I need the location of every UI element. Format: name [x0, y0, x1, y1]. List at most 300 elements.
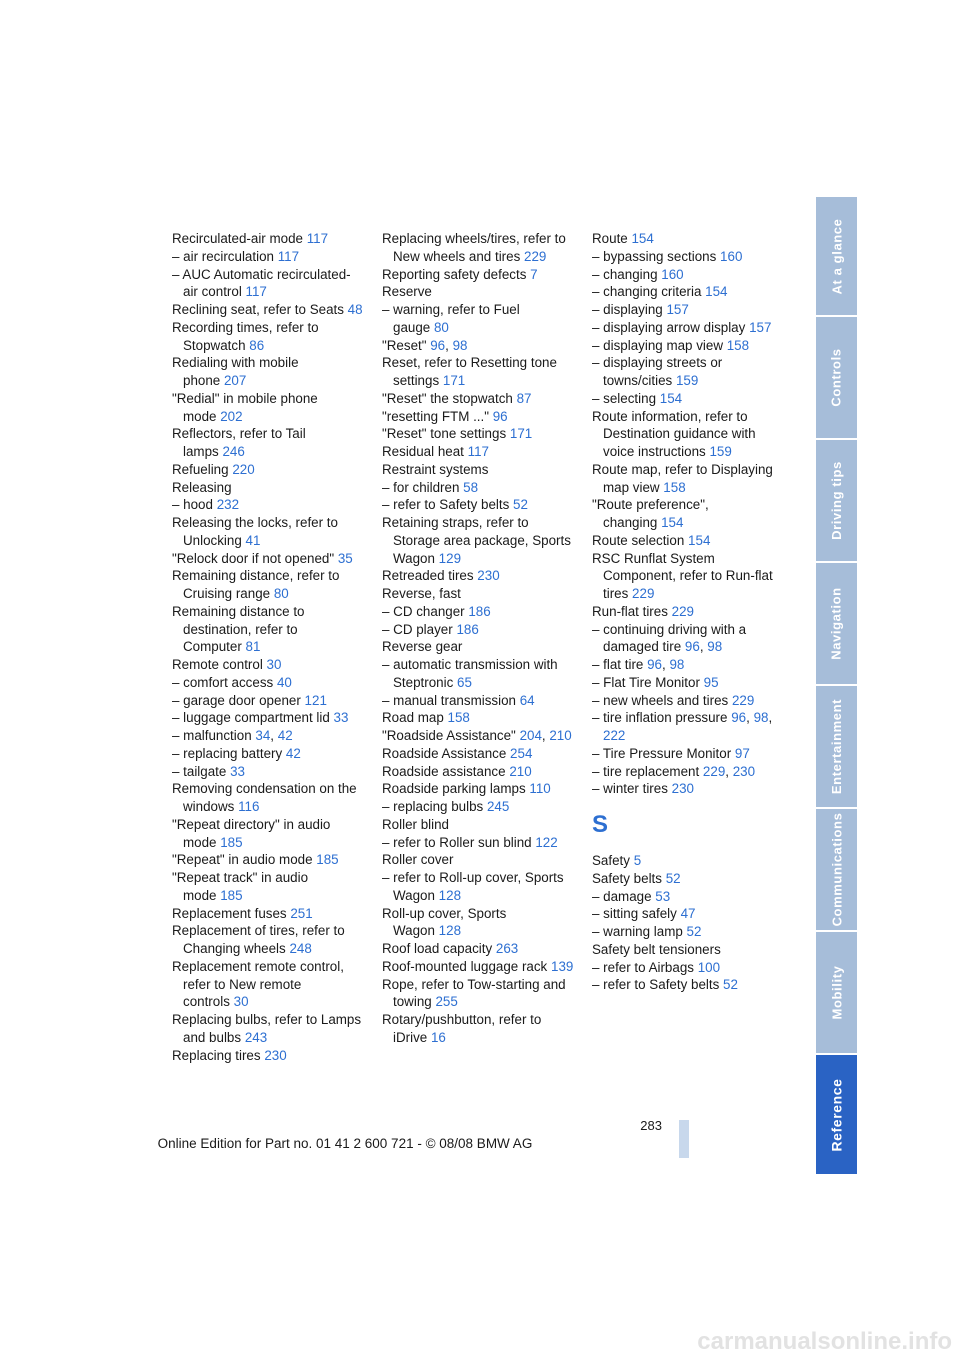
page-reference-link[interactable]: 160 [661, 266, 684, 282]
index-entry-text: Safety [592, 853, 630, 868]
index-entry-text: Roller cover [382, 852, 454, 868]
page-reference-link[interactable]: 158 [663, 479, 686, 495]
index-entry [382, 621, 574, 639]
index-entry [382, 976, 574, 1012]
index-entry [382, 266, 574, 284]
page-reference-link[interactable]: 139 [551, 958, 574, 974]
page-reference-link[interactable]: 154 [688, 532, 711, 548]
index-entry-text: Remote control [172, 657, 263, 672]
index-entry-text: "resetting FTM ..." [382, 408, 489, 424]
index-entry-text: – Tire Pressure Monitor [592, 745, 732, 761]
index-entry [172, 958, 364, 1011]
page-reference-link[interactable]: 58 [463, 479, 479, 495]
index-entry [592, 532, 784, 550]
page-reference-link[interactable]: 81 [245, 639, 261, 655]
index-entry-text: "Relock door if not opened" [172, 550, 335, 566]
page-reference-link[interactable]: 210 [549, 728, 572, 743]
index-entry [592, 390, 784, 408]
page-reference-link[interactable]: 86 [249, 337, 265, 353]
page-reference-link[interactable]: 207 [223, 373, 247, 388]
page-reference-link[interactable]: 248 [289, 941, 312, 956]
index-entry-text: Reverse, fast [382, 586, 461, 601]
page-reference-link[interactable]: 185 [316, 852, 339, 868]
index-entry [172, 425, 364, 461]
index-entry [172, 550, 364, 568]
index-column-2 [382, 230, 574, 1047]
page-reference-link[interactable]: 117 [467, 444, 489, 459]
page-reference-link[interactable]: 229 [731, 692, 755, 708]
page-reference-link[interactable]: 154 [661, 515, 684, 530]
index-entry: "Reset" 96, 98 [382, 337, 468, 353]
index-entry-text: Replacing tires [172, 1047, 261, 1063]
page-reference-link[interactable]: 52 [665, 870, 681, 886]
page-reference-link[interactable]: 65 [457, 674, 472, 690]
index-entry-text: Roadside parking lamps [382, 781, 526, 797]
page-reference-link[interactable]: 117 [277, 248, 300, 264]
page-reference-link[interactable]: 220 [232, 461, 255, 477]
section-tab-label: Driving tips [829, 461, 844, 540]
page-reference-link[interactable]: 128 [438, 887, 462, 903]
index-entry-text: Reflectors, refer to Tail lamps [172, 426, 306, 459]
index-entry-text: Roof load capacity [382, 941, 493, 956]
index-entry-text: – displaying map view [592, 337, 723, 353]
index-entry-text: – Flat Tire Monitor [592, 674, 700, 690]
page-reference-link[interactable]: 254 [510, 745, 533, 761]
section-tab-communications[interactable] [816, 809, 857, 930]
index-entry [172, 763, 364, 781]
page-reference-link[interactable]: 154 [705, 284, 728, 300]
page-reference-link[interactable]: 98 [707, 639, 723, 655]
page-number: 283 [640, 1118, 662, 1133]
index-entry [382, 585, 574, 603]
index-entry-text: – hood [172, 497, 213, 513]
page-reference-link[interactable]: 243 [244, 1029, 268, 1045]
index-entry [382, 567, 574, 585]
page-reference-link[interactable]: 33 [230, 763, 245, 779]
index-entry [382, 425, 574, 443]
index-entry [172, 922, 364, 958]
index-entry [382, 390, 574, 408]
index-entry-text: – refer to Airbags [592, 959, 694, 975]
index-entry-text: Replacement of tires, refer to Changing wheels [172, 923, 345, 956]
page-reference-link[interactable]: 186 [468, 603, 491, 619]
index-entry-text: Reverse gear [382, 639, 463, 655]
index-entry-text: – displaying [592, 302, 663, 317]
index-entry [382, 692, 574, 710]
index-entry-text: Reserve [382, 284, 432, 300]
index-entry-text: Route information, refer to Destination guidance with voice instructions [592, 408, 756, 459]
index-entry [382, 408, 574, 426]
page-reference-link[interactable]: 96 [731, 710, 747, 726]
index-entry-text: Remaining distance to destination, refer to Computer [172, 603, 305, 655]
index-entry-text: – garage door opener [172, 692, 301, 708]
page-reference-link[interactable]: 230 [477, 568, 500, 584]
index-entry-text: – damage [592, 888, 652, 904]
index-entry-text: Releasing the locks, refer to Unlocking [172, 515, 338, 548]
index-entry [382, 301, 574, 337]
index-entry [172, 301, 364, 319]
index-entry: – malfunction 34, 42 [172, 728, 293, 743]
page-reference-link[interactable]: 158 [447, 710, 470, 726]
page-reference-link[interactable]: 121 [304, 692, 327, 708]
index-entry-text: Retreaded tires [382, 568, 474, 584]
index-entry-text: – winter tires [592, 781, 668, 797]
page-reference-link[interactable]: 186 [456, 621, 479, 637]
index-entry [172, 319, 364, 355]
index-entry-text: "Reset" [382, 337, 427, 353]
index-entry-text: – continuing driving with a damaged tire [592, 621, 747, 655]
index-entry-text: Refueling [172, 461, 229, 477]
index-entry [382, 745, 574, 763]
index-entry-text: "Repeat track" in audio mode [172, 870, 309, 903]
index-entry-text: Retaining straps, refer to Storage area package, Sports Wagon [382, 515, 571, 566]
page-reference-link[interactable]: 117 [306, 231, 329, 246]
page-reference-link[interactable]: 98 [452, 337, 468, 353]
index-entry [172, 248, 364, 266]
page-reference-link[interactable]: 52 [513, 497, 528, 513]
index-entry [382, 851, 574, 869]
index-entry [382, 354, 574, 390]
page-reference-link[interactable]: 97 [734, 745, 750, 761]
index-entry [172, 567, 364, 603]
index-entry-text: – sitting safely [592, 906, 677, 922]
index-entry-text: Replacement fuses [172, 905, 287, 921]
index-entry [592, 301, 784, 319]
index-entry [172, 709, 364, 727]
page-reference-link[interactable]: 230 [671, 781, 694, 797]
index-entry-text: Replacement remote control, refer to New remote controls [172, 958, 344, 1010]
page-reference-link[interactable]: 229 [702, 763, 726, 779]
index-entry [172, 514, 364, 550]
index-entry-text: – malfunction [172, 728, 252, 743]
page-reference-link[interactable]: 202 [220, 408, 243, 424]
page-reference-link[interactable]: 5 [633, 853, 642, 868]
section-tab-mobility[interactable] [816, 932, 857, 1053]
index-entry-text: Redialing with mobile phone [172, 355, 299, 388]
index-entry [172, 816, 364, 852]
page-reference-link[interactable]: 222 [603, 728, 626, 743]
index-entry [172, 656, 364, 674]
page-reference-link[interactable]: 35 [337, 550, 353, 566]
section-letter: S [592, 811, 609, 838]
page-reference-link[interactable]: 157 [666, 302, 689, 317]
index-entry-text: "Reset" tone settings [382, 426, 507, 442]
index-entry-text: Reporting safety defects [382, 266, 527, 282]
index-entry [592, 923, 784, 941]
index-entry-text: – changing [592, 266, 658, 282]
index-entry [172, 479, 364, 497]
index-entry-text: "Repeat directory" in audio mode [172, 816, 331, 850]
index-entry-text: Safety belt tensioners [592, 941, 721, 957]
page-reference-link[interactable]: 122 [535, 834, 558, 850]
section-tab-driving-tips[interactable] [816, 440, 857, 561]
page-reference-link[interactable]: 34 [255, 728, 271, 743]
index-entry-text: – refer to Roll-up cover, Sports Wagon [382, 870, 564, 903]
index-entry [592, 745, 784, 763]
section-tab-reference[interactable] [816, 1055, 857, 1174]
page-reference-link[interactable]: 64 [519, 692, 535, 708]
index-entry-text: Reset, refer to Resetting tone settings [382, 355, 557, 388]
index-entry [592, 603, 784, 621]
footer-edition-text: Online Edition for Part no. 01 41 2 600 721 - © 08/08 BMW AG [157, 1136, 533, 1151]
page-reference-link[interactable]: 98 [669, 657, 685, 672]
index-entry [592, 941, 784, 959]
index-entry [592, 461, 784, 497]
page-reference-link[interactable]: 263 [495, 941, 519, 956]
page-reference-link[interactable]: 229 [632, 586, 655, 601]
page-reference-link[interactable]: 230 [732, 763, 756, 779]
index-entry-text: – CD player [382, 621, 453, 637]
section-tab-label: At a glance [829, 218, 844, 294]
page-reference-link[interactable]: 128 [438, 923, 462, 939]
index-entry-text: Removing condensation on the windows [172, 781, 357, 814]
index-entry [382, 869, 574, 905]
section-tabs [816, 197, 857, 1160]
index-entry-text: Residual heat [382, 444, 464, 459]
index-entry-text: – refer to Safety belts [382, 497, 510, 513]
index-entry [382, 230, 574, 266]
index-entry-text: – manual transmission [382, 692, 516, 708]
index-entry-text: – CD changer [382, 603, 465, 619]
index-entry-text: Replacing wheels/tires, refer to New wheels and tires [382, 231, 566, 264]
page-reference-link[interactable]: 171 [509, 426, 533, 442]
index-entry-text: – warning lamp [592, 924, 683, 939]
index-entry-text: Rotary/pushbutton, refer to iDrive [382, 1012, 542, 1045]
index-entry [172, 674, 364, 692]
index-entry-text: Route map, refer to Displaying map view [592, 461, 773, 495]
section-tab-controls[interactable] [816, 317, 857, 438]
page-reference-link[interactable]: 96 [647, 657, 662, 672]
index-entry: – flat tire 96, 98 [592, 657, 685, 672]
index-entry [172, 266, 364, 302]
page-reference-link[interactable]: 98 [753, 710, 769, 726]
index-entry-text: – flat tire [592, 657, 644, 672]
index-entry [172, 496, 364, 514]
page-reference-link[interactable]: 246 [222, 444, 245, 459]
page-reference-link[interactable]: 159 [709, 444, 732, 459]
page-reference-link[interactable]: 41 [245, 532, 261, 548]
page-reference-link[interactable]: 171 [442, 373, 466, 388]
index-entry-text: Replacing bulbs, refer to Lamps and bulbs [172, 1012, 362, 1045]
index-entry [592, 905, 784, 923]
index-entry-text: – luggage compartment lid [172, 710, 330, 726]
index-entry-text: Recording times, refer to Stopwatch [172, 319, 319, 353]
index-entry-text: Restraint systems [382, 461, 489, 477]
page-reference-link[interactable]: 95 [703, 674, 719, 690]
index-entry [592, 870, 784, 888]
page-reference-link[interactable]: 47 [680, 906, 696, 922]
index-entry [382, 780, 574, 798]
section-tab-label: Navigation [829, 587, 844, 660]
page-reference-link[interactable]: 16 [430, 1029, 446, 1045]
index-entry [592, 550, 784, 603]
page-reference-link[interactable]: 229 [671, 603, 694, 619]
index-entry [172, 603, 364, 656]
index-entry-text: – displaying streets or towns/cities [592, 355, 723, 388]
page-reference-link[interactable]: 42 [285, 745, 301, 761]
index-entry [592, 354, 784, 390]
section-tab-label: Mobility [829, 965, 844, 1020]
section-tab-label: Reference [828, 1077, 845, 1152]
page-reference-link[interactable]: 110 [529, 781, 551, 797]
index-entry-text: "Redial" in mobile phone mode [172, 390, 318, 424]
page-reference-link[interactable]: 80 [273, 586, 289, 601]
index-entry-text: – changing criteria [592, 284, 702, 300]
index-entry [172, 230, 364, 248]
index-entry [172, 851, 364, 869]
index-entry-text: – new wheels and tires [592, 692, 729, 708]
page-reference-link[interactable]: 33 [333, 710, 349, 726]
index-entry [592, 674, 784, 692]
index-entry: – continuing driving with a damaged tire 96, 98 [592, 621, 747, 655]
index-entry [592, 248, 784, 266]
page-reference-link[interactable]: 52 [723, 977, 738, 993]
page-reference-link[interactable]: 30 [233, 994, 249, 1010]
section-tab-label: Entertainment [829, 698, 845, 795]
page-reference-link[interactable]: 117 [245, 284, 267, 300]
index-entry [592, 408, 784, 461]
page-reference-link[interactable]: 210 [509, 763, 532, 779]
index-entry [382, 461, 574, 479]
index-entry [592, 230, 784, 248]
index-entry-text: – tire replacement [592, 763, 700, 779]
page-reference-link[interactable]: 251 [290, 905, 313, 921]
index-entry [172, 390, 364, 426]
page-reference-link[interactable]: 204 [519, 728, 542, 743]
index-entry-text: "Repeat" in audio mode [172, 852, 313, 868]
page-reference-link[interactable]: 158 [726, 337, 750, 353]
page-reference-link[interactable]: 255 [435, 994, 458, 1010]
page-reference-link[interactable]: 157 [749, 319, 772, 335]
section-tab-navigation[interactable] [816, 563, 857, 684]
page-reference-link[interactable]: 30 [266, 657, 282, 672]
index-entry-text: Roller blind [382, 816, 449, 832]
index-entry-text: – comfort access [172, 674, 274, 690]
section-tab-at-a-glance[interactable] [816, 197, 857, 315]
index-entry [592, 780, 784, 798]
index-entry [382, 1011, 574, 1047]
index-entry-text: – refer to Safety belts [592, 977, 720, 993]
index-entry-text: Remaining distance, refer to Cruising range [172, 568, 340, 601]
index-entry-text: – air recirculation [172, 248, 274, 264]
page-reference-link[interactable]: 40 [276, 674, 292, 690]
page-reference-link[interactable]: 129 [438, 550, 462, 566]
page-reference-link[interactable]: 185 [220, 887, 243, 903]
index-entry [382, 940, 574, 958]
index-entry [592, 283, 784, 301]
page-reference-link[interactable]: 245 [486, 799, 510, 814]
index-entry [382, 514, 574, 567]
index-entry-text: RSC Runflat System Component, refer to Run-flat tires [592, 550, 773, 601]
page-reference-link[interactable]: 159 [675, 373, 699, 388]
page-reference-link[interactable]: 154 [631, 231, 654, 246]
index-entry [172, 354, 364, 390]
index-entry [382, 834, 574, 852]
index-entry-text: Recirculated-air mode [172, 231, 303, 246]
index-entry [172, 905, 364, 923]
section-tab-label: Controls [829, 348, 844, 407]
index-entry-text: Safety belts [592, 870, 662, 886]
index-entry-text: Roadside assistance [382, 763, 506, 779]
index-entry [382, 283, 574, 301]
index-entry-text: – tire inflation pressure [592, 710, 728, 726]
index-entry-text: Reclining seat, refer to Seats [172, 302, 344, 317]
page-reference-link[interactable]: 87 [516, 390, 532, 406]
index-entry [382, 763, 574, 781]
page-reference-link[interactable]: 154 [659, 390, 683, 406]
index-entry [382, 905, 574, 941]
index-entry-text: Rope, refer to Tow-starting and towing [382, 976, 566, 1010]
index-entry-text: – automatic transmission with Steptronic [382, 657, 558, 690]
index-entry [172, 1011, 364, 1047]
index-entry [382, 496, 574, 514]
page-reference-link[interactable]: 232 [216, 497, 240, 513]
index-entry-text: Run-flat tires [592, 603, 668, 619]
section-tab-label: Communications [829, 812, 845, 927]
index-entry-text: Roof-mounted luggage rack [382, 958, 548, 974]
index-entry-text: Roll-up cover, Sports Wagon [382, 905, 507, 939]
index-entry [592, 319, 784, 337]
section-tab-entertainment[interactable] [816, 686, 857, 807]
index-entry [172, 780, 364, 816]
page-reference-link[interactable]: 229 [524, 248, 547, 264]
index-column-3 [592, 230, 784, 994]
index-entry-text: – tailgate [172, 763, 227, 779]
index-entry [592, 959, 784, 977]
index-entry [382, 798, 574, 816]
index-entry-text: – displaying arrow display [592, 319, 746, 335]
page-reference-link[interactable]: 96 [430, 337, 446, 353]
page-reference-link[interactable]: 160 [720, 248, 743, 264]
page-reference-link[interactable]: 96 [492, 408, 508, 424]
index-entry [172, 869, 364, 905]
index-entry-text: Releasing [172, 479, 232, 495]
index-entry-text: Roadside Assistance [382, 745, 507, 761]
index-entry: – tire replacement 229, 230 [592, 763, 756, 779]
index-entry [382, 958, 574, 976]
index-entry [382, 709, 574, 727]
index-entry-text: – replacing battery [172, 745, 283, 761]
index-entry-text: "Route preference", changing [592, 497, 709, 530]
index-entry [382, 638, 574, 656]
index-entry [382, 479, 574, 497]
index-entry [592, 888, 784, 906]
index-entry [382, 603, 574, 621]
index-entry [592, 976, 784, 994]
index-entry [592, 337, 784, 355]
index-entry [382, 443, 574, 461]
page-reference-link[interactable]: 48 [347, 302, 363, 317]
page-reference-link[interactable]: 96 [684, 639, 700, 655]
watermark: carmanualsonline.info [697, 1328, 952, 1355]
page-reference-link[interactable]: 230 [264, 1047, 287, 1063]
page-reference-link[interactable]: 52 [686, 924, 702, 939]
index-entry-text: – AUC Automatic recirculated-air control [172, 266, 351, 300]
index-entry-text: – refer to Roller sun blind [382, 834, 532, 850]
page-reference-link[interactable]: 42 [277, 728, 293, 743]
index-entry-text: Route [592, 231, 628, 246]
index-entry-text: – bypassing sections [592, 248, 717, 264]
page-reference-link[interactable]: 80 [433, 319, 449, 335]
index-entry-text: Road map [382, 710, 444, 726]
page-reference-link[interactable]: 116 [238, 799, 260, 814]
page-reference-link[interactable]: 53 [655, 888, 671, 904]
page-reference-link[interactable]: 7 [530, 266, 538, 282]
index-entry-text: – for children [382, 479, 460, 495]
page-reference-link[interactable]: 185 [220, 834, 243, 850]
index-entry [172, 692, 364, 710]
page-reference-link[interactable]: 100 [697, 959, 721, 975]
